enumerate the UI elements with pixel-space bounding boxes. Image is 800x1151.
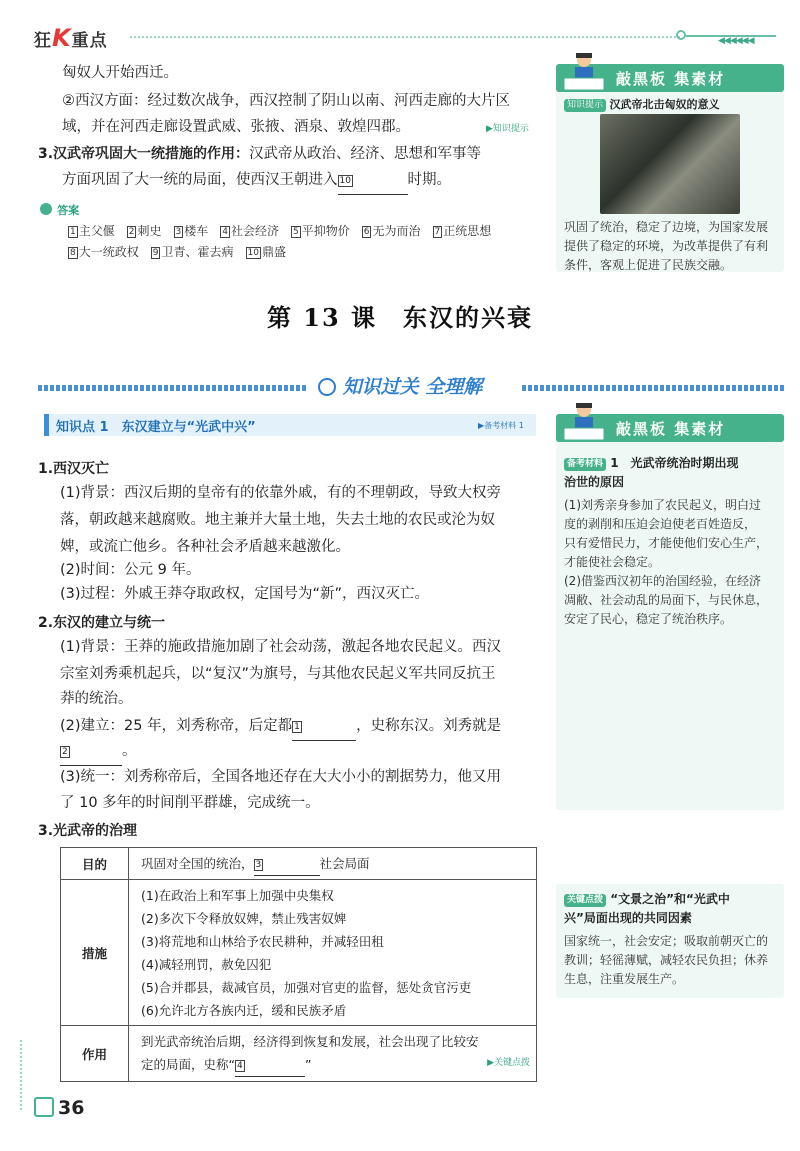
table-row-effect: 作用 到光武帝统治后期，经济得到恢复和发展，社会出现了比较安 定的局面，史称“ 4 ” ▶关键点拨 (61, 1026, 537, 1082)
teacher-icon (564, 50, 604, 92)
answers-row1: 1 主父偃 2 刺史 3 楼车 4 社会经济 5 平抑物价 6 无为而治 7 正统思想 (70, 224, 492, 238)
knowledge-point-title: 知识点 1 东汉建立与“光武中兴” (56, 420, 256, 435)
fill-blank-10: 10 (338, 167, 408, 195)
cavalry-relief-image (600, 114, 740, 214)
header-dotted-line (130, 36, 680, 38)
side-panel-2 (556, 414, 784, 810)
side-panel-3 (556, 884, 784, 998)
answer-label: 答案 (40, 199, 79, 218)
top-line2: ②西汉方面：经过数次战争，西汉控制了阴山以南、河西走廊的大片区 (62, 93, 510, 109)
s1-l1: (1)背景：西汉后期的皇帝有的依靠外戚，有的不理朝政，导致大权旁 (60, 485, 502, 501)
s1-l4: (2)时间：公元 9 年。 (60, 562, 201, 578)
item3-heading: 3.汉武帝巩固大一统措施的作用： (38, 146, 250, 162)
side2-text: (1)刘秀亲身参加了农民起义，明白过 度的剥削和压迫会迫使老百姓造反， 只有爱惜民力，才能使他们安心生产， 才能使社会稳定。 (2)借鉴西汉初年的治国经验，在经济 凋敝、社会动乱的局面下，与民休息， 安定了民心，稳定了统治秩序。 (564, 498, 769, 626)
measure-item: (1)在政治上和军事上加强中央集权 (141, 887, 334, 903)
s2-l4a: (2)建立：25 年，刘秀称帝，后定都 (60, 718, 293, 734)
purpose-header: 目的 (61, 848, 129, 880)
page-number: 36 (58, 1097, 85, 1119)
side3-text: 国家统一，社会安定；吸取前朝灭亡的 教训；轻徭薄赋，减轻农民负担；休养 生息，注重发展生产。 (564, 934, 769, 986)
bulb-icon (40, 203, 52, 215)
s2-l7: 了 10 多年的时间削平群雄，完成统一。 (60, 795, 320, 811)
s2-l2: 宗室刘秀乘机起兵，以“复汉”为旗号，与其他农民起义军共同反抗王 (60, 666, 496, 682)
board-header: 敲黑板 集素材 (556, 414, 784, 442)
top-line1: 匈奴人开始西迁。 (62, 65, 178, 81)
effect-header: 作用 (61, 1026, 129, 1082)
header-circle-icon (676, 30, 686, 40)
measures-header: 措施 (61, 880, 129, 1026)
s2-l6: (3)统一：刘秀称帝后，全国各地还存在大大小小的割据势力，他又用 (60, 769, 502, 785)
book-icon (34, 1097, 54, 1117)
measure-item: (6)允许北方各族内迁，缓和民族矛盾 (141, 1002, 347, 1018)
key-point-link[interactable]: ▶关键点拨 (487, 1058, 530, 1068)
band-line-right (522, 385, 784, 391)
governance-table (60, 847, 537, 1082)
measure-item: (2)多次下令释放奴婢，禁止残害奴婢 (141, 910, 347, 926)
item3-text1: 汉武帝从政治、经济、思想和军事等 (249, 146, 482, 162)
measure-item: (4)减轻刑罚，赦免囚犯 (141, 956, 272, 972)
s2-l1: (1)背景：王莽的施政措施加剧了社会动荡，激起各地农民起义。西汉 (60, 639, 502, 655)
side2-title: 备考材料 1 光武帝统治时期出现 治世的原因 (564, 456, 739, 489)
fill-blank-1: 1 (292, 713, 356, 741)
fill-blank-2: 2 (60, 738, 122, 766)
answers-row2: 8 大一统政权 9 卫青、霍去病 10 鼎盛 (70, 245, 286, 259)
knowledge-hint-link[interactable]: ▶知识提示 (486, 124, 529, 134)
fill-blank-3: 3 (254, 852, 320, 876)
table-row-purpose: 目的 巩固对全国的统治， 3 社会局面 (61, 848, 537, 880)
section-band-title: 知识过关 全理解 (318, 372, 482, 399)
s2-heading: 2.东汉的建立与统一 (38, 615, 166, 631)
swirl-icon (318, 378, 336, 396)
measure-item: (5)合并郡县，裁减官员，加强对官吏的监督，惩处贪官污吏 (141, 979, 472, 995)
s1-heading: 1.西汉灭亡 (38, 461, 110, 477)
fill-blank-4: 4 (235, 1053, 305, 1077)
top-line3: 域，并在河西走廊设置武威、张掖、酒泉、敦煌四郡。 (62, 119, 410, 135)
s1-l5: (3)过程：外戚王莽夺取政权，定国号为“新”，西汉灭亡。 (60, 586, 430, 602)
lesson-title: 第 13 课 东汉的兴衰 (266, 303, 534, 332)
footer-dotted-line (20, 1040, 22, 1110)
side1-title: 知识提示 汉武帝北击匈奴的意义 (564, 96, 720, 112)
side1-text: 巩固了统治，稳定了边境，为国家发展 提供了稳定的环境，为改革提供了有利 条件，客观上促进了民族交融。 (564, 220, 769, 272)
board-header: 敲黑板 集素材 (556, 64, 784, 92)
exam-material-link[interactable]: ▶备考材料 1 (478, 421, 524, 430)
s1-l2: 落，朝政越来越腐败。地主兼并大量土地，失去土地的农民或沦为奴 (60, 512, 495, 528)
item3-text2b: 时期。 (407, 172, 451, 188)
s2-l4b: ，史称东汉。刘秀就是 (356, 718, 502, 734)
side-panel-1 (556, 64, 784, 272)
measure-item: (3)将荒地和山林给予农民耕种，并减轻田租 (141, 933, 384, 949)
header-arrows-icon: ◀◀◀◀◀◀ (718, 36, 754, 46)
side3-title: 关键点拨 “文景之治”和“光武中 兴”局面出现的共同因素 (564, 892, 730, 925)
book-logo: 狂K重点 (34, 24, 108, 52)
teacher-icon (564, 400, 604, 442)
table-row-measures (61, 880, 537, 1026)
s2-l5b: 。 (122, 743, 137, 759)
item3-text2a: 方面巩固了大一统的局面，使西汉王朝进入 (62, 172, 338, 188)
s1-l3: 婢，或流亡他乡。各种社会矛盾越来越激化。 (60, 539, 350, 555)
s2-l3: 莽的统治。 (60, 691, 133, 707)
s3-heading: 3.光武帝的治理 (38, 823, 138, 839)
band-line-left (38, 385, 308, 391)
